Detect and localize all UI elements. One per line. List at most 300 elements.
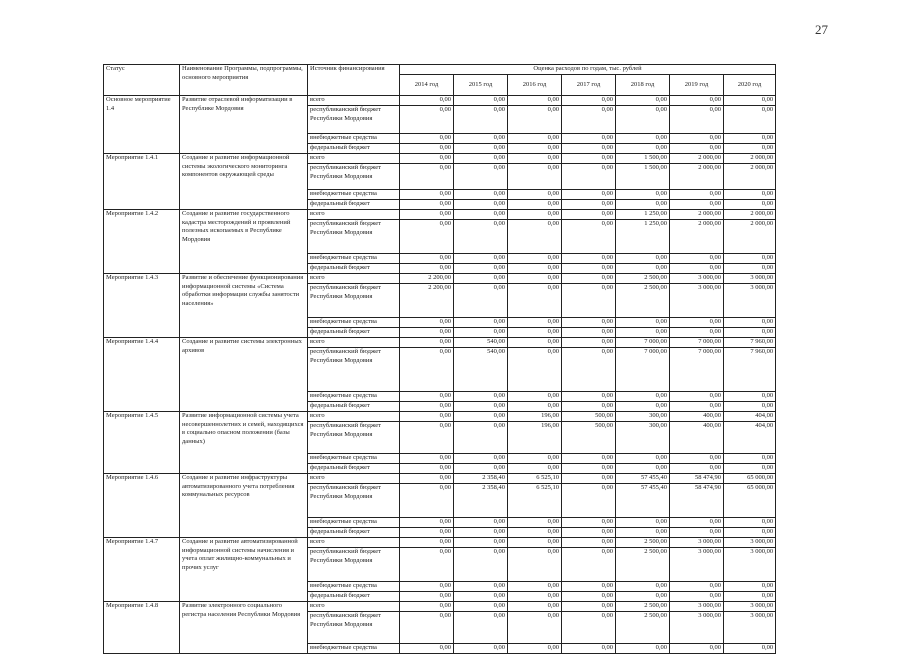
- amount-cell: 0,00: [454, 538, 508, 548]
- amount-cell: 0,00: [508, 548, 562, 582]
- amount-cell: 0,00: [616, 464, 670, 474]
- amount-cell: 0,00: [562, 264, 616, 274]
- funding-source-cell: республиканский бюджет Республики Мордовия: [308, 348, 400, 392]
- amount-cell: 0,00: [616, 254, 670, 264]
- amount-cell: 7 000,00: [670, 348, 724, 392]
- amount-cell: 2 000,00: [670, 220, 724, 254]
- amount-cell: 3 000,00: [670, 284, 724, 318]
- amount-cell: 3 000,00: [670, 602, 724, 612]
- amount-cell: 6 525,10: [508, 484, 562, 518]
- amount-cell: 0,00: [616, 96, 670, 106]
- funding-source-cell: внебюджетные средства: [308, 318, 400, 328]
- amount-cell: 0,00: [616, 264, 670, 274]
- table-row: [104, 210, 776, 220]
- amount-cell: 2 500,00: [616, 284, 670, 318]
- amount-cell: 0,00: [400, 96, 454, 106]
- amount-cell: 0,00: [616, 402, 670, 412]
- funding-source-cell: внебюджетные средства: [308, 392, 400, 402]
- amount-cell: 0,00: [562, 106, 616, 134]
- funding-source-cell: всего: [308, 210, 400, 220]
- amount-cell: 0,00: [562, 392, 616, 402]
- table-row: [104, 274, 776, 284]
- amount-cell: 0,00: [508, 318, 562, 328]
- funding-source-cell: республиканский бюджет Республики Мордовия: [308, 106, 400, 134]
- amount-cell: 2 358,40: [454, 474, 508, 484]
- program-name-cell: Создание и развитие государственного кадастра месторождений и проявлений полезных ископаемых в Республике Мордовия: [180, 210, 308, 274]
- amount-cell: 0,00: [562, 518, 616, 528]
- header-estimate: Оценка расходов по годам, тыс. рублей: [400, 65, 776, 75]
- status-cell: Мероприятие 1.4.2: [104, 210, 180, 274]
- amount-cell: 2 000,00: [724, 154, 776, 164]
- amount-cell: 0,00: [400, 412, 454, 422]
- amount-cell: 0,00: [400, 422, 454, 454]
- amount-cell: 0,00: [454, 582, 508, 592]
- program-name-cell: Развитие и обеспечение функционирования информационной системы «Система обработки информации службы занятости населения»: [180, 274, 308, 338]
- amount-cell: 7 960,00: [724, 348, 776, 392]
- amount-cell: 0,00: [454, 274, 508, 284]
- funding-source-cell: всего: [308, 338, 400, 348]
- amount-cell: 65 000,00: [724, 484, 776, 518]
- program-name-cell: Развитие отраслевой информатизации в Республике Мордовия: [180, 96, 308, 154]
- amount-cell: 0,00: [454, 602, 508, 612]
- amount-cell: 0,00: [616, 528, 670, 538]
- amount-cell: 0,00: [616, 134, 670, 144]
- amount-cell: 0,00: [508, 464, 562, 474]
- amount-cell: 0,00: [562, 274, 616, 284]
- amount-cell: 57 455,40: [616, 474, 670, 484]
- funding-source-cell: всего: [308, 96, 400, 106]
- amount-cell: 0,00: [562, 348, 616, 392]
- amount-cell: 500,00: [562, 412, 616, 422]
- amount-cell: 0,00: [670, 134, 724, 144]
- amount-cell: 0,00: [562, 484, 616, 518]
- amount-cell: 0,00: [508, 106, 562, 134]
- amount-cell: 0,00: [400, 538, 454, 548]
- header-status: Статус: [104, 65, 180, 96]
- amount-cell: 0,00: [670, 644, 724, 654]
- amount-cell: 0,00: [508, 528, 562, 538]
- amount-cell: 0,00: [724, 106, 776, 134]
- amount-cell: 2 500,00: [616, 602, 670, 612]
- header-year: 2019 год: [670, 75, 724, 96]
- amount-cell: 0,00: [724, 190, 776, 200]
- status-cell: Мероприятие 1.4.3: [104, 274, 180, 338]
- amount-cell: 0,00: [562, 134, 616, 144]
- amount-cell: 0,00: [670, 144, 724, 154]
- amount-cell: 540,00: [454, 338, 508, 348]
- amount-cell: 0,00: [400, 582, 454, 592]
- amount-cell: 0,00: [400, 106, 454, 134]
- amount-cell: 400,00: [670, 412, 724, 422]
- amount-cell: 0,00: [508, 134, 562, 144]
- amount-cell: 0,00: [724, 582, 776, 592]
- amount-cell: 0,00: [562, 318, 616, 328]
- funding-source-cell: внебюджетные средства: [308, 190, 400, 200]
- amount-cell: 0,00: [562, 144, 616, 154]
- amount-cell: 0,00: [400, 338, 454, 348]
- amount-cell: 404,00: [724, 422, 776, 454]
- amount-cell: 196,00: [508, 412, 562, 422]
- funding-source-cell: внебюджетные средства: [308, 644, 400, 654]
- amount-cell: 0,00: [562, 464, 616, 474]
- amount-cell: 0,00: [454, 210, 508, 220]
- table-row: [104, 154, 776, 164]
- amount-cell: 1 250,00: [616, 220, 670, 254]
- amount-cell: 0,00: [508, 254, 562, 264]
- table-row: [104, 412, 776, 422]
- amount-cell: 300,00: [616, 422, 670, 454]
- amount-cell: 0,00: [670, 200, 724, 210]
- amount-cell: 0,00: [616, 200, 670, 210]
- amount-cell: 0,00: [508, 274, 562, 284]
- funding-source-cell: республиканский бюджет Республики Мордовия: [308, 548, 400, 582]
- amount-cell: 3 000,00: [670, 274, 724, 284]
- amount-cell: 0,00: [508, 190, 562, 200]
- amount-cell: 2 500,00: [616, 612, 670, 644]
- header-year: 2015 год: [454, 75, 508, 96]
- status-cell: Мероприятие 1.4.8: [104, 602, 180, 654]
- funding-source-cell: всего: [308, 474, 400, 484]
- amount-cell: 2 500,00: [616, 538, 670, 548]
- amount-cell: 0,00: [454, 548, 508, 582]
- table-row: [104, 338, 776, 348]
- amount-cell: 0,00: [670, 254, 724, 264]
- amount-cell: 0,00: [400, 144, 454, 154]
- amount-cell: 0,00: [454, 592, 508, 602]
- amount-cell: 0,00: [400, 220, 454, 254]
- amount-cell: 0,00: [508, 518, 562, 528]
- amount-cell: 0,00: [400, 602, 454, 612]
- amount-cell: 0,00: [616, 190, 670, 200]
- amount-cell: 0,00: [724, 264, 776, 274]
- amount-cell: 0,00: [724, 144, 776, 154]
- amount-cell: 7 000,00: [616, 338, 670, 348]
- amount-cell: 2 500,00: [616, 548, 670, 582]
- amount-cell: 0,00: [508, 538, 562, 548]
- amount-cell: 0,00: [724, 392, 776, 402]
- amount-cell: 3 000,00: [724, 538, 776, 548]
- funding-source-cell: внебюджетные средства: [308, 254, 400, 264]
- header-year: 2016 год: [508, 75, 562, 96]
- amount-cell: 0,00: [562, 254, 616, 264]
- amount-cell: 0,00: [454, 412, 508, 422]
- amount-cell: 0,00: [670, 392, 724, 402]
- amount-cell: 2 000,00: [670, 210, 724, 220]
- amount-cell: 0,00: [400, 190, 454, 200]
- funding-source-cell: республиканский бюджет Республики Мордовия: [308, 422, 400, 454]
- funding-source-cell: республиканский бюджет Республики Мордовия: [308, 220, 400, 254]
- amount-cell: 0,00: [454, 164, 508, 190]
- amount-cell: 0,00: [400, 518, 454, 528]
- amount-cell: 0,00: [616, 318, 670, 328]
- amount-cell: 3 000,00: [724, 548, 776, 582]
- funding-source-cell: всего: [308, 602, 400, 612]
- amount-cell: 0,00: [562, 402, 616, 412]
- amount-cell: 0,00: [616, 106, 670, 134]
- amount-cell: 0,00: [454, 612, 508, 644]
- amount-cell: 2 000,00: [670, 154, 724, 164]
- amount-cell: 2 000,00: [724, 164, 776, 190]
- amount-cell: 0,00: [670, 318, 724, 328]
- amount-cell: 3 000,00: [670, 538, 724, 548]
- amount-cell: 0,00: [670, 264, 724, 274]
- amount-cell: 0,00: [454, 154, 508, 164]
- amount-cell: 0,00: [400, 548, 454, 582]
- amount-cell: 0,00: [508, 392, 562, 402]
- amount-cell: 0,00: [616, 582, 670, 592]
- amount-cell: 0,00: [400, 612, 454, 644]
- funding-source-cell: всего: [308, 274, 400, 284]
- amount-cell: 0,00: [508, 328, 562, 338]
- amount-cell: 0,00: [400, 528, 454, 538]
- funding-source-cell: федеральный бюджет: [308, 592, 400, 602]
- program-name-cell: Создание и развитие информационной системы экологического мониторинга компонентов окружающей среды: [180, 154, 308, 210]
- header-year: 2017 год: [562, 75, 616, 96]
- expense-estimate-table: [103, 64, 776, 654]
- amount-cell: 0,00: [400, 592, 454, 602]
- program-name-cell: Создание и развитие инфраструктуры автоматизированного учета потребления коммунальных ресурсов: [180, 474, 308, 538]
- amount-cell: 0,00: [562, 454, 616, 464]
- amount-cell: 0,00: [616, 392, 670, 402]
- amount-cell: 0,00: [562, 528, 616, 538]
- amount-cell: 1 500,00: [616, 164, 670, 190]
- amount-cell: 0,00: [454, 528, 508, 538]
- amount-cell: 0,00: [508, 164, 562, 190]
- funding-source-cell: внебюджетные средства: [308, 518, 400, 528]
- amount-cell: 0,00: [508, 612, 562, 644]
- amount-cell: 0,00: [724, 96, 776, 106]
- amount-cell: 500,00: [562, 422, 616, 454]
- amount-cell: 0,00: [454, 96, 508, 106]
- amount-cell: 0,00: [508, 96, 562, 106]
- amount-cell: 0,00: [400, 392, 454, 402]
- funding-source-cell: федеральный бюджет: [308, 464, 400, 474]
- amount-cell: 0,00: [400, 464, 454, 474]
- amount-cell: 7 000,00: [616, 348, 670, 392]
- table-row: [104, 538, 776, 548]
- amount-cell: 0,00: [724, 528, 776, 538]
- amount-cell: 0,00: [400, 318, 454, 328]
- amount-cell: 0,00: [508, 338, 562, 348]
- amount-cell: 0,00: [724, 592, 776, 602]
- program-name-cell: Создание и развитие автоматизированной информационной системы начисления и учета оплат жилищно-коммунальных и прочих услуг: [180, 538, 308, 602]
- amount-cell: 0,00: [562, 154, 616, 164]
- amount-cell: 0,00: [562, 220, 616, 254]
- amount-cell: 0,00: [400, 644, 454, 654]
- amount-cell: 0,00: [454, 318, 508, 328]
- amount-cell: 0,00: [454, 134, 508, 144]
- amount-cell: 0,00: [400, 328, 454, 338]
- table-body: [104, 96, 776, 654]
- amount-cell: 196,00: [508, 422, 562, 454]
- amount-cell: 0,00: [508, 284, 562, 318]
- amount-cell: 0,00: [562, 548, 616, 582]
- status-cell: Мероприятие 1.4.6: [104, 474, 180, 538]
- amount-cell: 0,00: [454, 328, 508, 338]
- amount-cell: 0,00: [724, 134, 776, 144]
- amount-cell: 0,00: [454, 402, 508, 412]
- amount-cell: 0,00: [670, 96, 724, 106]
- amount-cell: 0,00: [724, 644, 776, 654]
- amount-cell: 0,00: [616, 144, 670, 154]
- amount-cell: 0,00: [562, 210, 616, 220]
- amount-cell: 3 000,00: [670, 548, 724, 582]
- header-year: 2018 год: [616, 75, 670, 96]
- amount-cell: 0,00: [562, 602, 616, 612]
- amount-cell: 0,00: [670, 402, 724, 412]
- amount-cell: 0,00: [724, 200, 776, 210]
- amount-cell: 0,00: [508, 264, 562, 274]
- amount-cell: 0,00: [724, 464, 776, 474]
- amount-cell: 2 000,00: [724, 220, 776, 254]
- amount-cell: 0,00: [562, 328, 616, 338]
- amount-cell: 57 455,40: [616, 484, 670, 518]
- amount-cell: 0,00: [454, 422, 508, 454]
- table-header: [104, 65, 776, 96]
- amount-cell: 0,00: [454, 454, 508, 464]
- funding-source-cell: внебюджетные средства: [308, 134, 400, 144]
- amount-cell: 2 500,00: [616, 274, 670, 284]
- funding-source-cell: всего: [308, 154, 400, 164]
- amount-cell: 0,00: [562, 592, 616, 602]
- amount-cell: 0,00: [454, 190, 508, 200]
- amount-cell: 0,00: [400, 164, 454, 190]
- amount-cell: 0,00: [400, 474, 454, 484]
- funding-source-cell: всего: [308, 538, 400, 548]
- funding-source-cell: внебюджетные средства: [308, 454, 400, 464]
- amount-cell: 0,00: [670, 518, 724, 528]
- status-cell: Мероприятие 1.4.1: [104, 154, 180, 210]
- amount-cell: 0,00: [508, 154, 562, 164]
- status-cell: Мероприятие 1.4.7: [104, 538, 180, 602]
- table-row: [104, 602, 776, 612]
- header-source: Источник финансирования: [308, 65, 400, 96]
- amount-cell: 400,00: [670, 422, 724, 454]
- header-program-name: Наименование Программы, подпрограммы, основного мероприятия: [180, 65, 308, 96]
- header-year: 2014 год: [400, 75, 454, 96]
- table-row: [104, 474, 776, 484]
- amount-cell: 0,00: [454, 144, 508, 154]
- amount-cell: 0,00: [616, 644, 670, 654]
- amount-cell: 0,00: [508, 200, 562, 210]
- funding-source-cell: внебюджетные средства: [308, 582, 400, 592]
- amount-cell: 0,00: [454, 220, 508, 254]
- amount-cell: 0,00: [454, 392, 508, 402]
- amount-cell: 0,00: [562, 96, 616, 106]
- amount-cell: 0,00: [508, 210, 562, 220]
- amount-cell: 1 500,00: [616, 154, 670, 164]
- funding-source-cell: федеральный бюджет: [308, 328, 400, 338]
- amount-cell: 0,00: [454, 464, 508, 474]
- amount-cell: 0,00: [400, 134, 454, 144]
- amount-cell: 404,00: [724, 412, 776, 422]
- program-name-cell: Развитие информационной системы учета несовершеннолетних и семей, находящихся в социально опасном положении (базы данных): [180, 412, 308, 474]
- amount-cell: 0,00: [454, 264, 508, 274]
- amount-cell: 0,00: [562, 284, 616, 318]
- amount-cell: 0,00: [400, 348, 454, 392]
- amount-cell: 0,00: [400, 402, 454, 412]
- amount-cell: 3 000,00: [670, 612, 724, 644]
- status-cell: Мероприятие 1.4.4: [104, 338, 180, 412]
- amount-cell: 0,00: [724, 254, 776, 264]
- funding-source-cell: федеральный бюджет: [308, 144, 400, 154]
- amount-cell: 0,00: [508, 220, 562, 254]
- amount-cell: 0,00: [400, 484, 454, 518]
- amount-cell: 0,00: [562, 338, 616, 348]
- amount-cell: 0,00: [616, 328, 670, 338]
- funding-source-cell: республиканский бюджет Республики Мордовия: [308, 164, 400, 190]
- amount-cell: 0,00: [454, 284, 508, 318]
- amount-cell: 0,00: [670, 106, 724, 134]
- amount-cell: 0,00: [400, 254, 454, 264]
- amount-cell: 0,00: [616, 518, 670, 528]
- table-row: [104, 96, 776, 106]
- amount-cell: 0,00: [454, 200, 508, 210]
- header-year: 2020 год: [724, 75, 776, 96]
- amount-cell: 2 358,40: [454, 484, 508, 518]
- amount-cell: 0,00: [724, 318, 776, 328]
- amount-cell: 0,00: [562, 538, 616, 548]
- amount-cell: 0,00: [562, 582, 616, 592]
- amount-cell: 3 000,00: [724, 284, 776, 318]
- funding-source-cell: республиканский бюджет Республики Мордовия: [308, 612, 400, 644]
- amount-cell: 0,00: [400, 210, 454, 220]
- amount-cell: 300,00: [616, 412, 670, 422]
- amount-cell: 3 000,00: [724, 602, 776, 612]
- amount-cell: 0,00: [508, 582, 562, 592]
- amount-cell: 0,00: [508, 402, 562, 412]
- funding-source-cell: федеральный бюджет: [308, 264, 400, 274]
- amount-cell: 6 525,10: [508, 474, 562, 484]
- status-cell: Основное мероприятие 1.4: [104, 96, 180, 154]
- amount-cell: 2 000,00: [724, 210, 776, 220]
- amount-cell: 0,00: [616, 454, 670, 464]
- amount-cell: 0,00: [454, 644, 508, 654]
- program-name-cell: Развитие электронного социального регистра населения Республики Мордовия: [180, 602, 308, 654]
- amount-cell: 0,00: [400, 264, 454, 274]
- amount-cell: 2 000,00: [670, 164, 724, 190]
- funding-source-cell: всего: [308, 412, 400, 422]
- funding-source-cell: федеральный бюджет: [308, 402, 400, 412]
- amount-cell: 3 000,00: [724, 612, 776, 644]
- amount-cell: 0,00: [508, 592, 562, 602]
- page-number: 27: [815, 22, 828, 37]
- amount-cell: 0,00: [724, 402, 776, 412]
- amount-cell: 0,00: [670, 592, 724, 602]
- amount-cell: 7 000,00: [670, 338, 724, 348]
- amount-cell: 0,00: [454, 254, 508, 264]
- amount-cell: 0,00: [400, 454, 454, 464]
- program-name-cell: Создание и развитие системы электронных архивов: [180, 338, 308, 412]
- funding-source-cell: республиканский бюджет Республики Мордовия: [308, 284, 400, 318]
- amount-cell: 0,00: [508, 454, 562, 464]
- amount-cell: 0,00: [562, 200, 616, 210]
- amount-cell: 2 200,00: [400, 274, 454, 284]
- amount-cell: 0,00: [508, 348, 562, 392]
- amount-cell: 0,00: [508, 602, 562, 612]
- amount-cell: 0,00: [670, 464, 724, 474]
- amount-cell: 2 200,00: [400, 284, 454, 318]
- status-cell: Мероприятие 1.4.5: [104, 412, 180, 474]
- amount-cell: 7 960,00: [724, 338, 776, 348]
- amount-cell: 0,00: [508, 144, 562, 154]
- amount-cell: 0,00: [724, 454, 776, 464]
- funding-source-cell: федеральный бюджет: [308, 528, 400, 538]
- amount-cell: 0,00: [508, 644, 562, 654]
- amount-cell: 58 474,90: [670, 484, 724, 518]
- amount-cell: 58 474,90: [670, 474, 724, 484]
- amount-cell: 65 000,00: [724, 474, 776, 484]
